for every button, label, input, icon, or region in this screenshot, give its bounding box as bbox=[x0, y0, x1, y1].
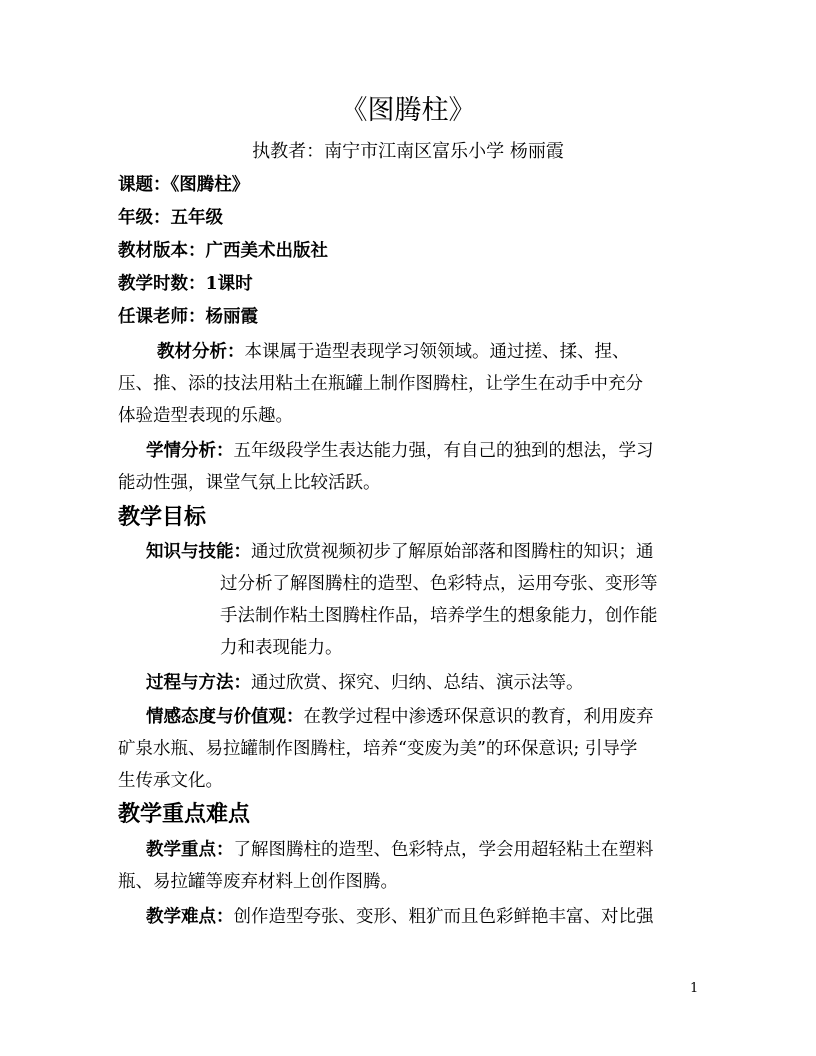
author-line: 执教者：南宁市江南区富乐小学 杨丽霞 bbox=[252, 141, 564, 162]
knowledge-skills-line: 过分析了解图腾柱的造型、色彩特点，运用夸张、变形等 bbox=[220, 574, 658, 594]
material-analysis: 教材分析：本课属于造型表现学习领领域。通过搓、揉、捏、 bbox=[157, 342, 630, 362]
material-analysis-line: 压、推、添的技法用粘土在瓶罐上制作图腾柱，让学生在动手中充分 bbox=[118, 374, 643, 394]
emotion-values-line: 生传承文化。 bbox=[118, 771, 223, 791]
info-grade: 年级：五年级 bbox=[118, 208, 223, 228]
info-topic: 课题：《图腾柱》 bbox=[118, 175, 250, 195]
key-points-line: 瓶、易拉罐等废弃材料上创作图腾。 bbox=[118, 872, 398, 892]
key-points-heading: 教学重点难点 bbox=[118, 801, 251, 827]
page-number: 1 bbox=[690, 981, 699, 996]
student-analysis: 学情分析：五年级段学生表达能力强，有自己的独到的想法，学习 bbox=[146, 441, 654, 461]
process-methods: 过程与方法：通过欣赏、探究、归纳、总结、演示法等。 bbox=[146, 673, 584, 693]
info-hours: 教学时数：1课时 bbox=[118, 274, 253, 294]
knowledge-skills-line: 力和表现能力。 bbox=[220, 638, 343, 658]
info-edition: 教材版本：广西美术出版社 bbox=[118, 241, 328, 261]
objectives-heading: 教学目标 bbox=[118, 504, 207, 530]
student-analysis-line: 能动性强，课堂气氛上比较活跃。 bbox=[118, 473, 381, 493]
emotion-values: 情感态度与价值观：在教学过程中渗透环保意识的教育，利用废弃 bbox=[146, 707, 654, 727]
knowledge-skills: 知识与技能：通过欣赏视频初步了解原始部落和图腾柱的知识；通 bbox=[146, 542, 654, 562]
material-analysis-line: 体验造型表现的乐趣。 bbox=[118, 406, 293, 426]
info-teacher: 任课老师：杨丽霞 bbox=[118, 307, 258, 327]
knowledge-skills-line: 手法制作粘土图腾柱作品，培养学生的想象能力，创作能 bbox=[220, 606, 658, 626]
emotion-values-line: 矿泉水瓶、易拉罐制作图腾柱，培养“变废为美”的环保意识; 引导学 bbox=[118, 739, 638, 759]
difficulties: 教学难点：创作造型夸张、变形、粗犷而且色彩鲜艳丰富、对比强 bbox=[146, 907, 654, 927]
key-points: 教学重点：了解图腾柱的造型、色彩特点，学会用超轻粘土在塑料 bbox=[146, 840, 654, 860]
document-title: 《图腾柱》 bbox=[340, 95, 476, 126]
